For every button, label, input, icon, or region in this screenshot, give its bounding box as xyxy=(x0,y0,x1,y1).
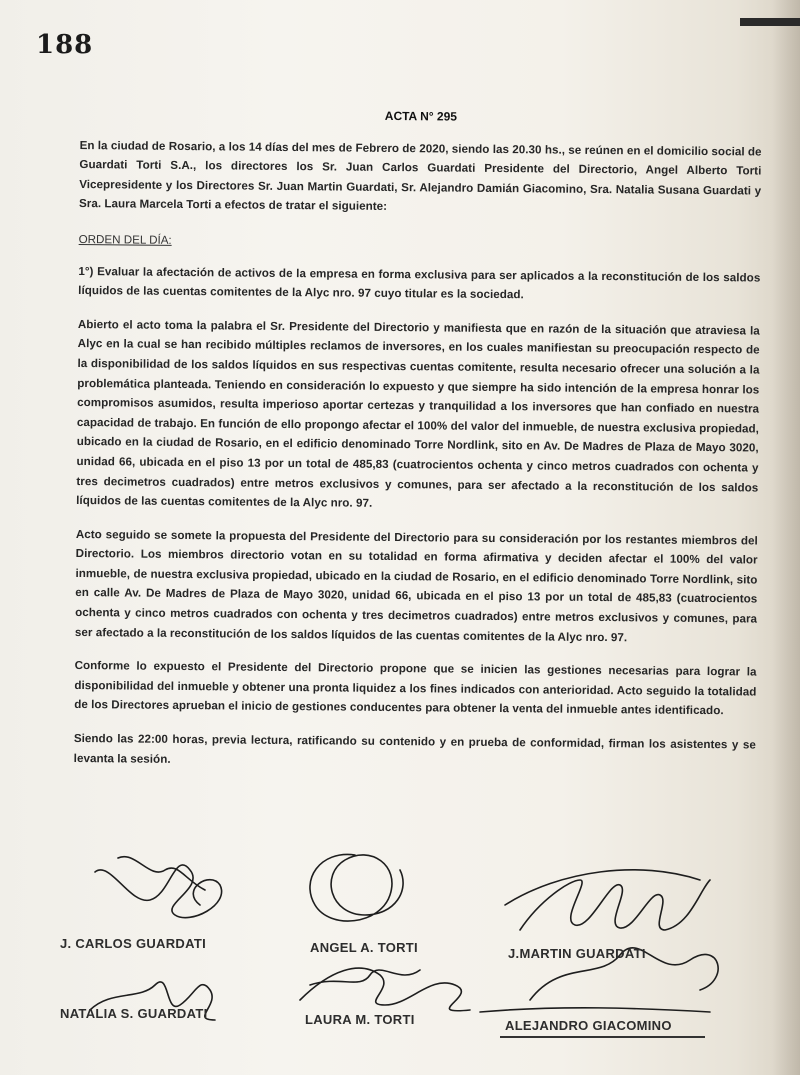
signature-scribble-5 xyxy=(300,968,470,1011)
signatory-name: J. CARLOS GUARDATI xyxy=(60,936,206,951)
signatory-name: ALEJANDRO GIACOMINO xyxy=(505,1018,672,1033)
signatory-name: ANGEL A. TORTI xyxy=(310,940,418,955)
resolution-paragraph: Conforme lo expuesto el Presidente del Directorio propone que se inicien las gestiones necesarias para lograr la disponibilidad del inmueble y obtener una pronta liquidez a los fines indicados con anterioridad. Acto seguido la totalidad de los Directores aprueban el inicio de gestiones conducentes para obtener la venta del inmueble antes identificado. xyxy=(74,659,757,718)
signature-scribble-6b xyxy=(480,1008,710,1012)
signature-underline xyxy=(500,1036,705,1038)
signature-scribble-3 xyxy=(520,880,710,930)
orden-del-dia-heading: ORDEN DEL DÍA: xyxy=(78,232,172,247)
vote-paragraph: Acto seguido se somete la propuesta del Presidente del Directorio para su consideración por los restantes miembros del Directorio. Los miembros directorio votan en su totalidad en forma afirmativa y deciden afectar el 100% del valor inmueble, de nuestra exclusiva propiedad, ubicado en la ciudad de Rosario, en el edificio denominado Torre Nordlink, sito en calle Av. De Madres de Plaza de Mayo 3020, unidad 66, ubicada en el piso 13 por un total de 485,83 (cuatrocientos ochenta y cinco metros cuadrados con ochenta y tres decimetros cuadrados) entre metros exclusivos y comunes, para ser afectado a la reconstitución de los saldos líquidos de las cuentas comitentes de la Alyc nro. 97. xyxy=(74,527,758,644)
closing-paragraph: Siendo las 22:00 horas, previa lectura, ratificando su contenido y en prueba de conformidad, firman los asistentes y se levanta la sesión. xyxy=(73,732,756,766)
signatory-name: LAURA M. TORTI xyxy=(305,1012,415,1027)
signature-scribble-5b xyxy=(310,970,420,985)
intro-paragraph: En la ciudad de Rosario, a los 14 días del mes de Febrero de 2020, siendo las 20.30 hs., se reúnen en el domicilio social de Guardati Torti S.A., los directores los Sr. Juan Carlos Guardati Presidente del Directorio, Angel Alberto Torti Vicepresidente y los Directores Sr. Juan Martin Guardati, Sr. Alejandro Damián Giacomino, Sra. Natalia Susana Guardati y Sra. Laura Marcela Torti a efectos de tratar el siguiente: xyxy=(78,138,762,214)
signatory-name: NATALIA S. GUARDATI xyxy=(60,1006,208,1021)
page-number: 188 xyxy=(36,30,94,60)
signature-scribble-1 xyxy=(95,865,222,918)
signature-scribble-1b xyxy=(118,857,205,890)
acta-title: ACTA N° 295 xyxy=(384,108,458,124)
president-statement-paragraph: Abierto el acto toma la palabra el Sr. Presidente del Directorio y manifiesta que en razón de la situación que atraviesa la Alyc en la cual se han recibido múltiples reclamos de inversores, en los cuales manifiestan su preocupación respecto de la disponibilidad de los saldos líquidos en sus respectivas cuentas comitente, resulta necesario ofrecer una solución a la problemática planteada. Teniendo en consideración lo expuesto y que siempre ha sido intención de la empresa honrar los compromisos asumidos, resulta imperioso aportar certezas y tranquilidad a los inversores que han confiado en nuestra capacidad de trabajo. En función de ello propongo afectar el 100% del valor del inmueble, de nuestra exclusiva propiedad, ubicado en la ciudad de Rosario, en el edificio denominado Torre Nordlink, sito en Av. De Madres de Plaza de Mayo 3020, unidad 66, ubicada en el piso 13 por un total de 485,83 (cuatrocientos ochenta y cinco metros cuadrados con ochenta y tres decimetros cuadrados) entre metros exclusivos y comunes, para ser afectado a la reconstitución de los saldos líquidos de las cuentas comitentes de la Alyc nro. 97. xyxy=(76,317,760,510)
agenda-point-1: 1°) Evaluar la afectación de activos de la empresa en forma exclusiva para ser aplicados a la reconstitución de los saldos líquidos de las cuentas comitentes de la Alyc nro. 97 cuyo titular es la sociedad. xyxy=(78,264,761,302)
signature-scribble-2 xyxy=(310,854,403,921)
signatory-name: J.MARTIN GUARDATI xyxy=(508,946,646,961)
signature-scribble-3b xyxy=(505,870,700,905)
